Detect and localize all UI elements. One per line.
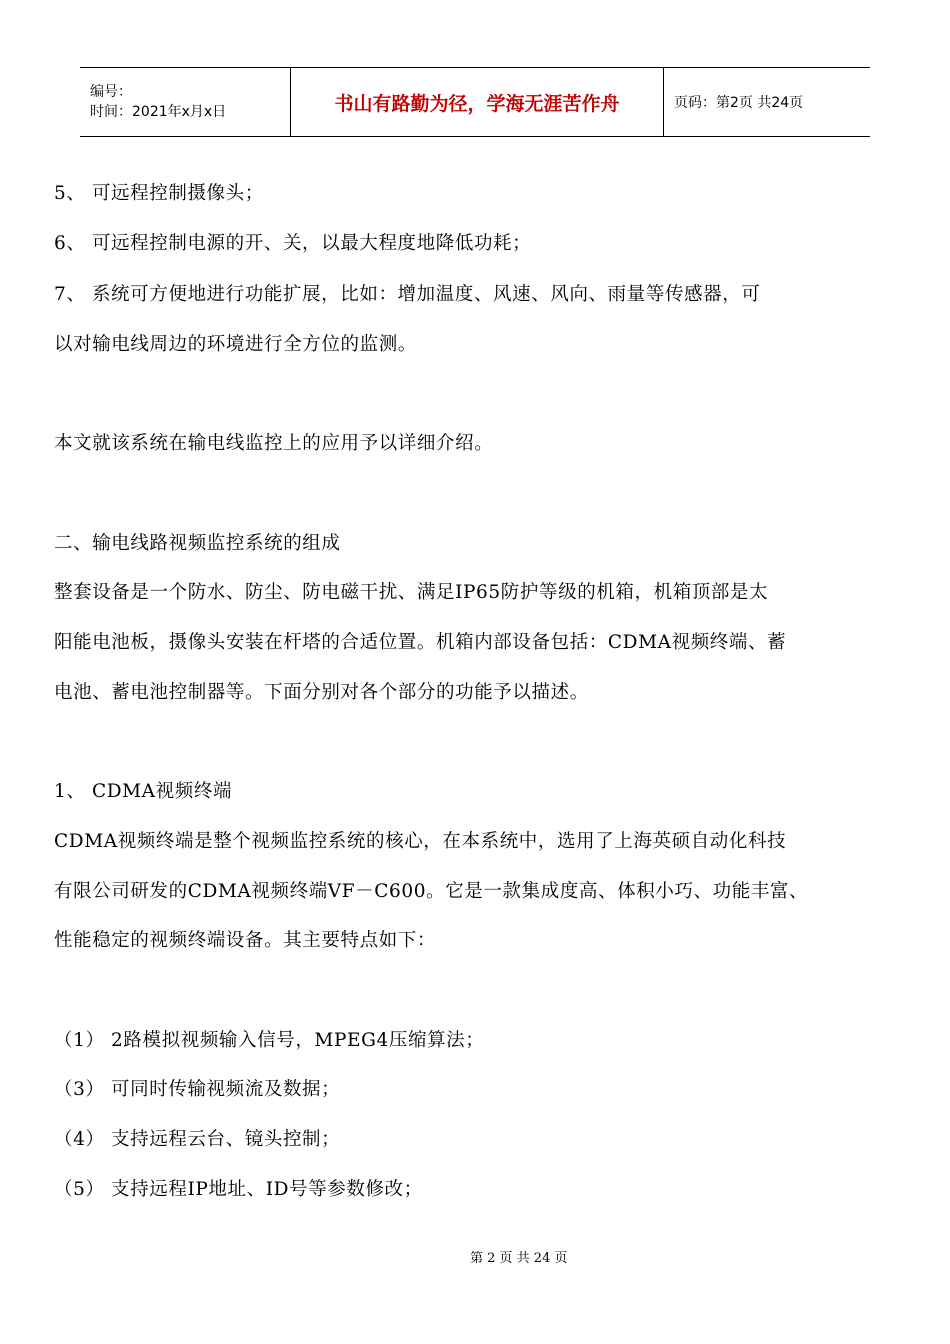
list-item: 6、 可远程控制电源的开、关，以最大程度地降低功耗；: [54, 233, 532, 254]
header-meta: [80, 68, 290, 136]
paragraph-line: 以对输电线周边的环境进行全方位的监测。: [54, 334, 417, 355]
page-footer: [0, 1247, 950, 1266]
paragraph-line: 有限公司研发的CDMA视频终端VF－C600。它是一款集成度高、体积小巧、功能丰富、: [54, 881, 809, 902]
header-page-info-text: 页码：第2页 共24页: [674, 95, 804, 111]
feature-item: （1） 2路模拟视频输入信号，MPEG4压缩算法；: [54, 1030, 485, 1051]
feature-item: （5） 支持远程IP地址、ID号等参数修改；: [54, 1179, 423, 1200]
paragraph-line: CDMA视频终端是整个视频监控系统的核心，在本系统中，选用了上海英硕自动化科技: [54, 831, 787, 852]
feature-item: （3） 可同时传输视频流及数据；: [54, 1079, 341, 1100]
subsection-heading: 1、 CDMA视频终端: [54, 781, 233, 802]
paragraph-line: 性能稳定的视频终端设备。其主要特点如下：: [54, 930, 437, 951]
list-item: 7、 系统可方便地进行功能扩展，比如：增加温度、风速、风向、雨量等传感器，可: [54, 284, 761, 305]
header-page-info: [664, 68, 803, 136]
paragraph-line: 整套设备是一个防水、防尘、防电磁干扰、满足IP65防护等级的机箱，机箱顶部是太: [54, 582, 769, 603]
paragraph-line: 电池、蓄电池控制器等。下面分别对各个部分的功能予以描述。: [54, 682, 589, 703]
section-heading: 二、输电线路视频监控系统的组成: [54, 533, 341, 554]
page-header: [80, 67, 870, 137]
paragraph-line: 本文就该系统在输电线监控上的应用予以详细介绍。: [54, 433, 494, 454]
header-time-label: 时间：2021年x月x日: [90, 104, 227, 120]
footer-page-number: 第 2 页 共 24 页: [470, 1251, 568, 1266]
feature-item: （4） 支持远程云台、镜头控制；: [54, 1129, 341, 1150]
header-motto-text: 书山有路勤为径，学海无涯苦作舟: [334, 92, 620, 115]
header-number-label: 编号：: [90, 84, 132, 100]
list-item: 5、 可远程控制摄像头；: [54, 183, 264, 204]
paragraph-line: 阳能电池板，摄像头安装在杆塔的合适位置。机箱内部设备包括：CDMA视频终端、蓄: [54, 632, 787, 653]
header-motto: [290, 68, 664, 136]
